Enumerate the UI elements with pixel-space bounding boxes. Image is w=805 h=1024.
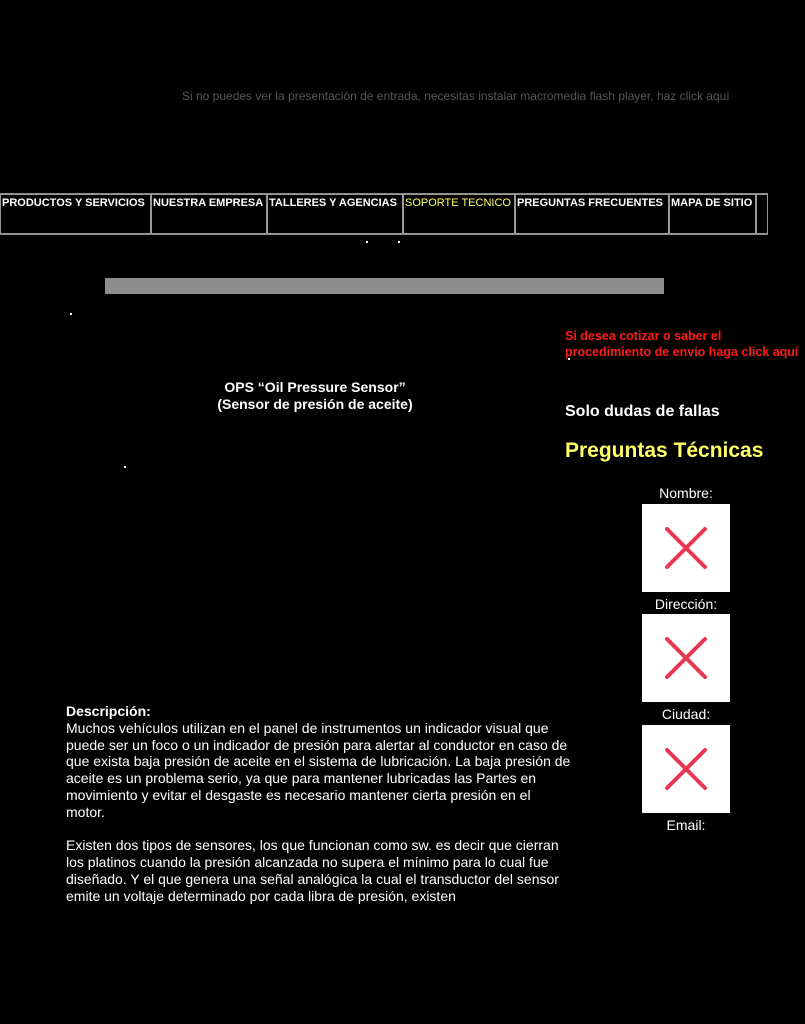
email-label: Email: <box>666 817 706 833</box>
page-title <box>165 379 465 413</box>
name-field[interactable] <box>642 504 730 592</box>
broken-image-icon <box>663 525 709 571</box>
description-heading: Descripción: <box>66 703 151 719</box>
spacer-dot <box>366 241 368 243</box>
broken-image-icon <box>663 635 709 681</box>
flash-player-notice-link[interactable]: Si no puedes ver la presentación de entrada, necesitas instalar macromedia flash player, haz click aquí <box>182 89 730 103</box>
name-label: Nombre: <box>659 485 713 501</box>
tech-questions-heading: Preguntas Técnicas <box>565 439 764 462</box>
spacer-dot <box>398 241 400 243</box>
nav-item-extra[interactable] <box>756 194 768 234</box>
quote-notice-link[interactable]: Si desea cotizar o saber el procedimiento de envío haga click aquí <box>565 329 799 359</box>
description-paragraph-1: Muchos vehículos utilizan en el panel de instrumentos un indicador visual que puede ser un foco o un indicador de presión para alertar al conductor en caso de que exista baja presión de aceite en el sistema de lubricación. La baja presión de aceite es un problema serio, ya que para mantener lubricadas las Partes en movimiento y evitar el desgaste es necesario mantener cierta presión en el motor. <box>66 719 571 820</box>
nav-item-talleres-agencias[interactable]: TALLERES Y AGENCIAS <box>267 194 403 234</box>
nav-item-preguntas-frecuentes[interactable]: PREGUNTAS FRECUENTES <box>515 194 669 234</box>
main-nav <box>0 193 768 235</box>
address-label: Dirección: <box>654 596 718 612</box>
description-paragraph-2: Existen dos tipos de sensores, los que funcionan como sw. es decir que cierran los platinos cuando la presión alcanzada no supera el mínimo para lo cual fue diseñado. Y el que genera una señal analógica la cual el transductor del sensor emite un voltaje determinado por cada libra de presión, existen <box>66 837 559 904</box>
broken-image-icon <box>663 746 709 792</box>
page-title-line-2: (Sensor de presión de aceite) <box>217 396 413 412</box>
nav-item-nuestra-empresa[interactable]: NUESTRA EMPRESA <box>151 194 267 234</box>
section-divider-bar <box>105 278 664 294</box>
address-field[interactable] <box>642 614 730 702</box>
city-field[interactable] <box>642 725 730 813</box>
nav-item-productos-servicios[interactable]: PRODUCTOS Y SERVICIOS <box>0 194 151 234</box>
city-label: Ciudad: <box>661 706 711 722</box>
description-section <box>66 703 571 905</box>
doubts-heading: Solo dudas de fallas <box>565 403 720 420</box>
spacer-dot <box>70 313 72 315</box>
nav-item-soporte-tecnico[interactable]: SOPORTE TECNICO <box>403 194 515 234</box>
nav-item-mapa-sitio[interactable]: MAPA DE SITIO <box>669 194 756 234</box>
page-title-line-1: OPS “Oil Pressure Sensor” <box>224 379 406 395</box>
spacer-dot <box>124 466 126 468</box>
